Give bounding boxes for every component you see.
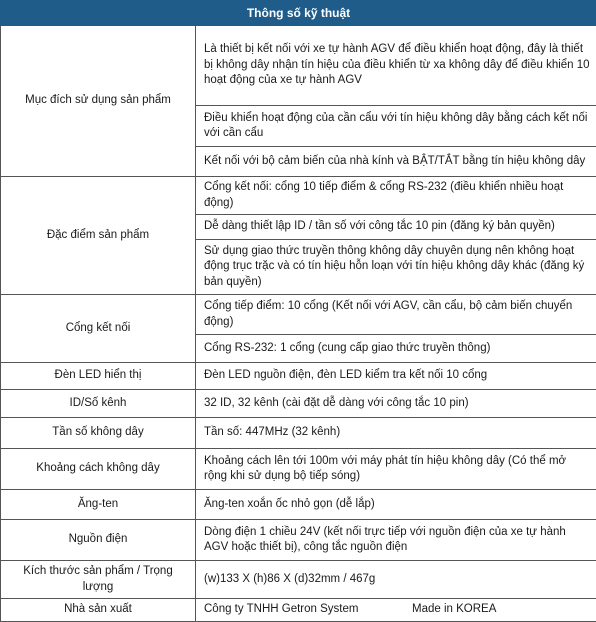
row-label-antenna: Ăng-ten <box>1 490 196 520</box>
row-value <box>196 599 596 622</box>
row-label-led: Đèn LED hiển thị <box>1 363 196 390</box>
row-label-ports: Cổng kết nối <box>1 295 196 363</box>
manufacturer-origin: Made in KOREA <box>412 602 496 618</box>
row-label-size-weight: Kích thước sản phẩm / Trọng lượng <box>1 561 196 599</box>
row-value: Sử dụng giao thức truyền thông không dây chuyên dụng nên không hoạt động trục trặc và có tín hiệu hỗn loạn với tín hiệu không dây khác (đăng ký bản quyền) <box>196 240 596 295</box>
table-row <box>1 490 596 520</box>
table-row <box>1 26 596 106</box>
table-title: Thông số kỹ thuật <box>1 1 596 26</box>
row-value: Cổng kết nối: cổng 10 tiếp điểm & cổng RS-232 (điều khiển nhiều hoạt động) <box>196 177 596 215</box>
table-row <box>1 520 596 561</box>
row-label-manufacturer: Nhà sản xuất <box>1 599 196 622</box>
row-label-range: Khoảng cách không dây <box>1 449 196 490</box>
row-value: Dễ dàng thiết lập ID / tần số với công tắc 10 pin (đăng ký bản quyền) <box>196 215 596 240</box>
table-row <box>1 363 596 390</box>
row-value: (w)133 X (h)86 X (d)32mm / 467g <box>196 561 596 599</box>
row-value: Khoảng cách lên tới 100m với máy phát tín hiệu không dây (Có thể mở rộng khi sử dụng bộ tiếp sóng) <box>196 449 596 490</box>
row-label-features: Đặc điểm sản phẩm <box>1 177 196 295</box>
row-value: Là thiết bị kết nối với xe tự hành AGV để điều khiển hoạt động, đây là thiết bị không dây nhận tín hiệu của điều khiển từ xa không dây để điều khiển 10 hoạt động của xe tự hành AGV <box>196 26 596 106</box>
table-row <box>1 561 596 599</box>
row-label-power: Nguồn điện <box>1 520 196 561</box>
row-value: Kết nối với bộ cảm biến của nhà kính và BẬT/TẮT bằng tín hiệu không dây <box>196 147 596 177</box>
manufacturer-name: Công ty TNHH Getron System <box>204 602 412 618</box>
table-row <box>1 295 596 335</box>
table-row <box>1 599 596 622</box>
row-value: 32 ID, 32 kênh (cài đặt dễ dàng với công tắc 10 pin) <box>196 390 596 418</box>
row-value: Tần số: 447MHz (32 kênh) <box>196 418 596 449</box>
row-label-id-channel: ID/Số kênh <box>1 390 196 418</box>
row-value: Cổng tiếp điểm: 10 cổng (Kết nối với AGV, cần cẩu, bộ cảm biến chuyển động) <box>196 295 596 335</box>
row-label-frequency: Tần số không dây <box>1 418 196 449</box>
table-row <box>1 177 596 215</box>
table-row <box>1 449 596 490</box>
row-value: Đèn LED nguồn điện, đèn LED kiểm tra kết nối 10 cổng <box>196 363 596 390</box>
table-header-row <box>1 1 596 26</box>
manufacturer-info <box>204 602 590 618</box>
row-value: Ăng-ten xoắn ốc nhỏ gọn (dễ lắp) <box>196 490 596 520</box>
row-value: Dòng điện 1 chiều 24V (kết nối trực tiếp với nguồn điện của xe tự hành AGV hoặc thiết bị), công tắc nguồn điện <box>196 520 596 561</box>
row-value: Cổng RS-232: 1 cổng (cung cấp giao thức truyền thông) <box>196 335 596 363</box>
row-label-purpose: Mục đích sử dụng sản phẩm <box>1 26 196 177</box>
table-row <box>1 418 596 449</box>
row-value: Điều khiển hoạt động của cần cẩu với tín hiệu không dây bằng cách kết nối với cần cẩu <box>196 106 596 147</box>
table-row <box>1 390 596 418</box>
